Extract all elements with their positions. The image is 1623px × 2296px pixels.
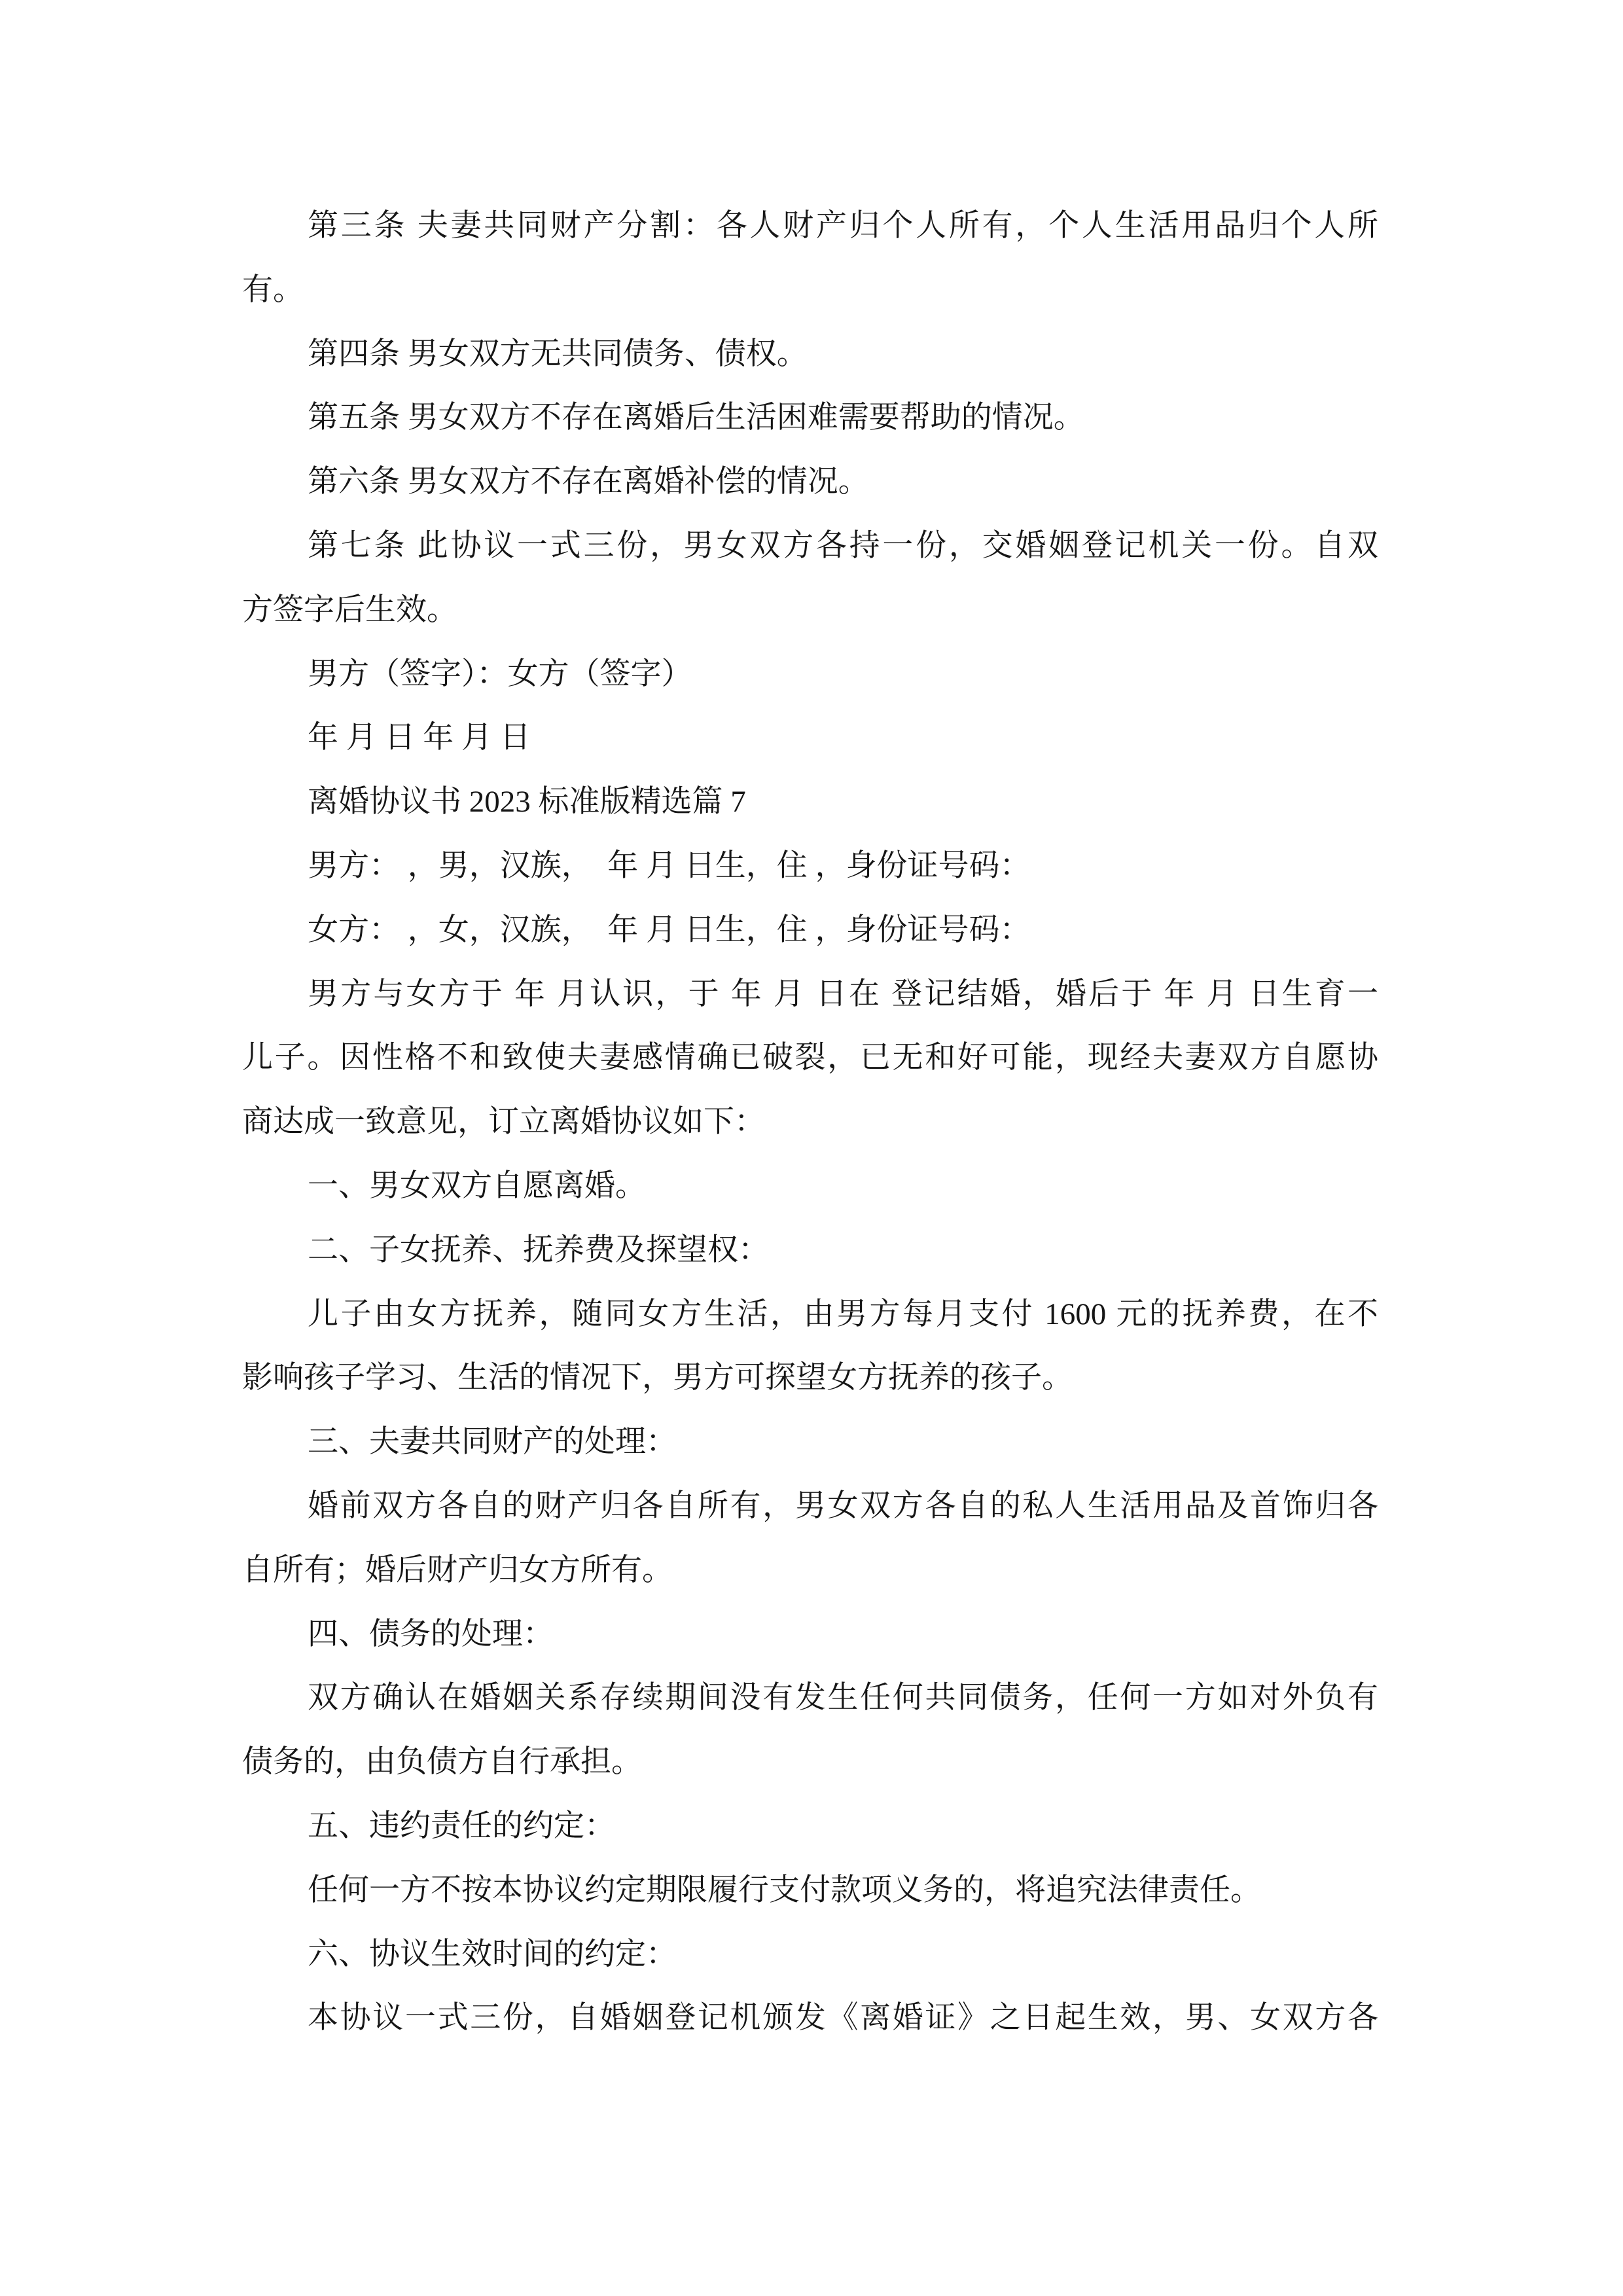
text-line: 任何一方不按本协议约定期限履行支付款项义务的，将追究法律责任。 xyxy=(308,1873,1261,1907)
text-line: 一、男女双方自愿离婚。 xyxy=(308,1168,646,1203)
text-line: 男方与女方于 年 月认识，于 年 月 日在 登记结婚，婚后于 年 月 日生育一 xyxy=(308,977,1378,1011)
text-line: 自所有；婚后财产归女方所有。 xyxy=(242,1552,673,1587)
text-line: 四、债务的处理： xyxy=(308,1617,554,1651)
text-line: 本协议一式三份，自婚姻登记机颁发《离婚证》之日起生效，男、女双方各 xyxy=(308,2001,1378,2036)
text-line: 第六条 男女双方不存在离婚补偿的情况。 xyxy=(308,465,869,499)
text-line: 双方确认在婚姻关系存续期间没有发生任何共同债务，任何一方如对外负有 xyxy=(308,1681,1378,1715)
text-line: 商达成一致意见，订立离婚协议如下： xyxy=(242,1105,765,1139)
text-line: 债务的，由负债方自行承担。 xyxy=(242,1745,642,1780)
text-line: 儿子。因性格不和致使夫妻感情确已破裂，已无和好可能，现经夫妻双方自愿协 xyxy=(242,1041,1378,1075)
date-line: 年 月 日 年 月 日 xyxy=(308,721,531,755)
text-line: 三、夫妻共同财产的处理： xyxy=(308,1425,677,1460)
text-line: 有。 xyxy=(242,272,304,307)
text-line: 方签字后生效。 xyxy=(242,592,457,627)
text-line: 第五条 男女双方不存在离婚后生活困难需要帮助的情况。 xyxy=(308,401,1084,435)
signature-line: 男方（签字）：女方（签字） xyxy=(308,656,692,691)
text-line: 五、违约责任的约定： xyxy=(308,1808,615,1843)
text-line: 第三条 夫妻共同财产分割：各人财产归个人所有，个人生活用品归个人所 xyxy=(308,209,1378,243)
text-line: 影响孩子学习、生活的情况下，男方可探望女方抚养的孩子。 xyxy=(242,1361,1073,1395)
text-line: 第七条 此协议一式三份，男女双方各持一份，交婚姻登记机关一份。自双 xyxy=(308,528,1378,563)
text-line: 儿子由女方抚养，随同女方生活，由男方每月支付 1600 元的抚养费，在不 xyxy=(308,1297,1378,1331)
section-heading: 离婚协议书 2023 标准版精选篇 7 xyxy=(308,785,746,819)
text-line: 二、子女抚养、抚养费及探望权： xyxy=(308,1232,769,1267)
document-body-text xyxy=(242,194,1378,2051)
text-line: 女方： ，女，汉族， 年 月 日生，住 ，身份证号码： xyxy=(308,912,1031,947)
text-line: 婚前双方各自的财产归各自所有，男女双方各自的私人生活用品及首饰归各 xyxy=(308,1488,1378,1523)
text-line: 六、协议生效时间的约定： xyxy=(308,1937,677,1971)
text-line: 第四条 男女双方无共同债务、债权。 xyxy=(308,336,808,371)
text-line: 男方： ，男，汉族， 年 月 日生，住 ，身份证号码： xyxy=(308,848,1031,883)
